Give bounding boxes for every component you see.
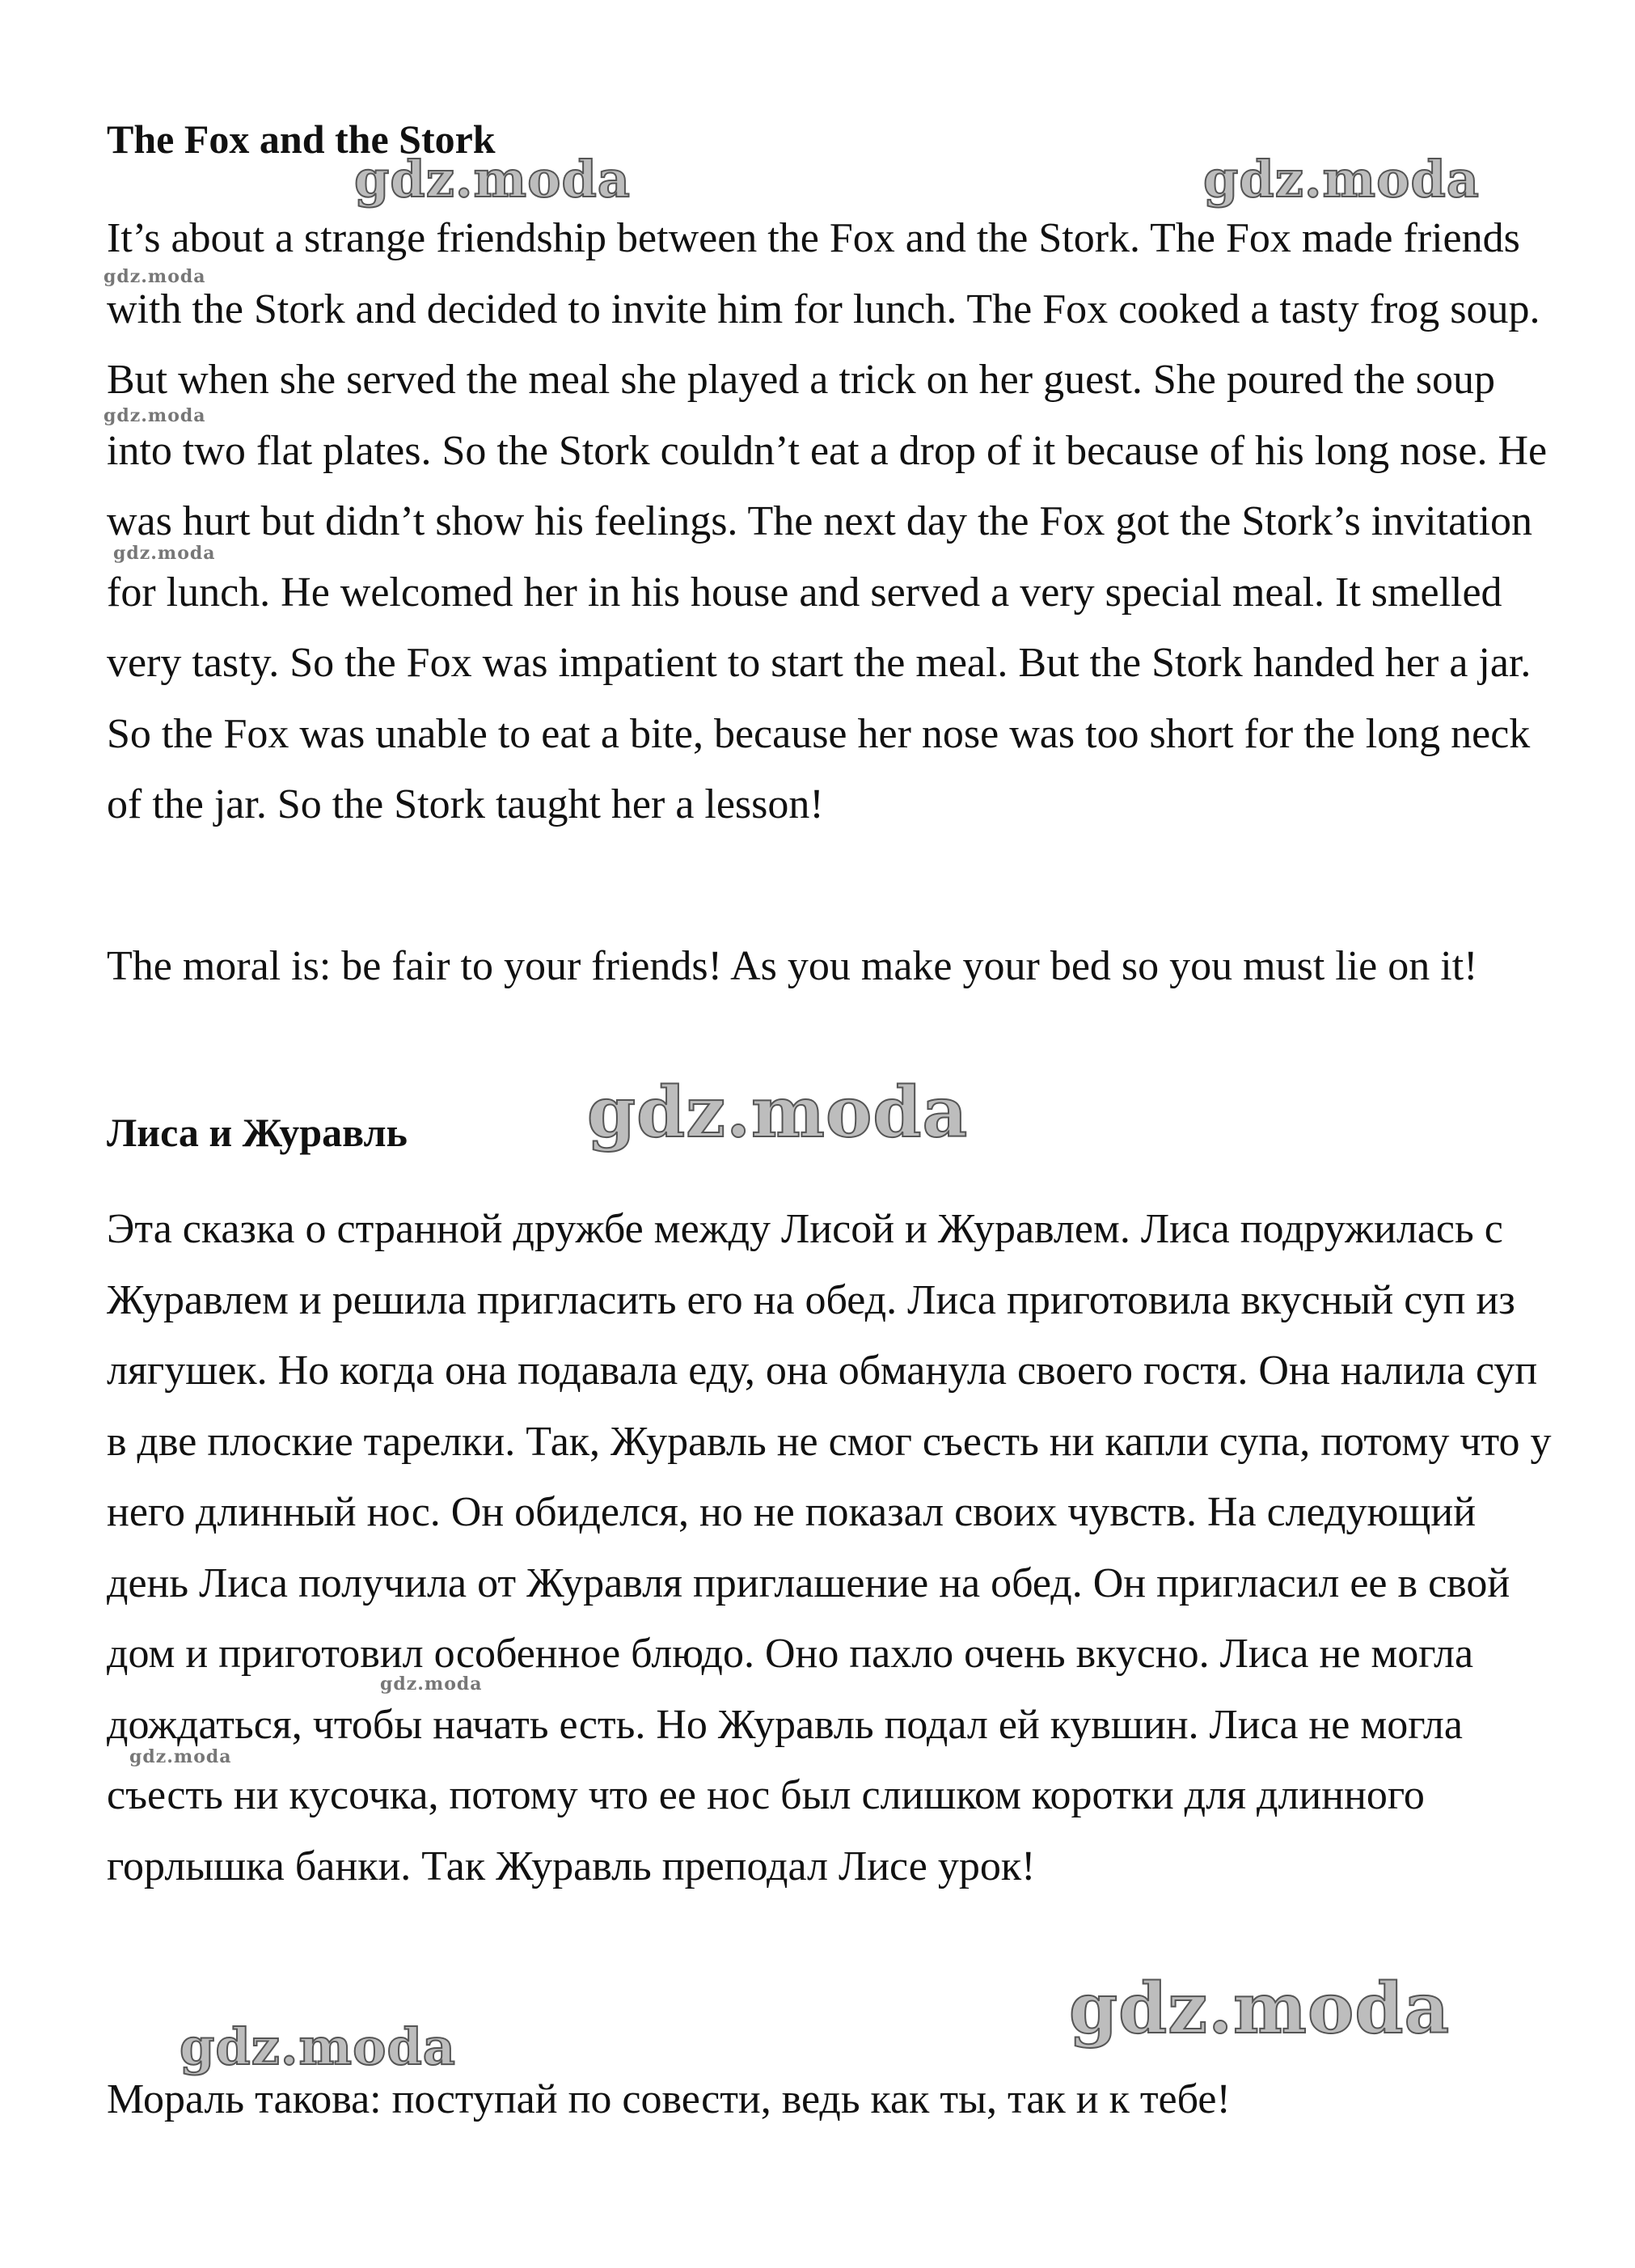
watermark-logo-small: gdz.moda bbox=[113, 543, 216, 564]
watermark-logo: gdz.moda bbox=[1069, 1968, 1451, 2050]
watermark-logo: gdz.moda bbox=[354, 150, 631, 209]
russian-moral: Мораль такова: поступай по совести, ведь как ты, так и к тебе! bbox=[107, 2076, 1231, 2122]
english-story: It’s about a strange friendship between the Fox and the Stork. The Fox made friends with the Stork and decided to invite him for lunch. The Fox cooked a tasty frog soup. But when she served the meal she played a trick on her guest. She poured the soup into two flat plates. So the Stork couldn’t eat a drop of it because of his long nose. He was hurt but didn’t show his feelings. The next day the Fox got the Stork’s invitation for lunch. He welcomed her in his house and served a very special meal. It smelled very tasty. So the Fox was impatient to start the meal. But the Stork handed her a jar. So the Fox was unable to eat a bite, because her nose was too short for the long neck of the jar. So the Stork taught her a lesson! bbox=[107, 215, 1548, 827]
russian-title: Лиса и Журавль bbox=[107, 1110, 408, 1155]
english-title: The Fox and the Stork bbox=[107, 116, 496, 162]
watermark-logo-small: gdz.moda bbox=[129, 1746, 232, 1767]
watermark-logo-small: gdz.moda bbox=[104, 405, 206, 426]
watermark-logo: gdz.moda bbox=[1203, 150, 1480, 209]
watermark-logo: gdz.moda bbox=[180, 2017, 456, 2076]
russian-story: Эта сказка о странной дружбе между Лисой и Журавлем. Лиса подружилась с Журавлем и решила пригласить его на обед. Лиса приготовила вкусный суп из лягушек. Но когда она подавала еду, она обманула своего гостя. Она налила суп в две плоские тарелки. Так, Журавль не смог съесть ни капли супа, потому что у него длинный нос. Он обиделся, но не показал своих чувств. На следующий день Лиса получила от Журавля приглашение на обед. Он пригласил ее в свой дом и приготовил особенное блюдо. Оно пахло очень вкусно. Лиса не могла дождаться, чтобы начать есть. Но Журавль подал ей кувшин. Лиса не могла съесть ни кусочка, потому что ее нос был слишком коротки для длинного горлышка банки. Так Журавль преподал Лисе урок! bbox=[107, 1206, 1552, 1889]
watermark-logo: gdz.moda bbox=[587, 1072, 969, 1153]
watermark-logo-small: gdz.moda bbox=[104, 266, 206, 287]
watermark-logo-small: gdz.moda bbox=[380, 1673, 483, 1695]
english-moral: The moral is: be fair to your friends! As you make your bed so you must lie on it! bbox=[107, 943, 1478, 989]
